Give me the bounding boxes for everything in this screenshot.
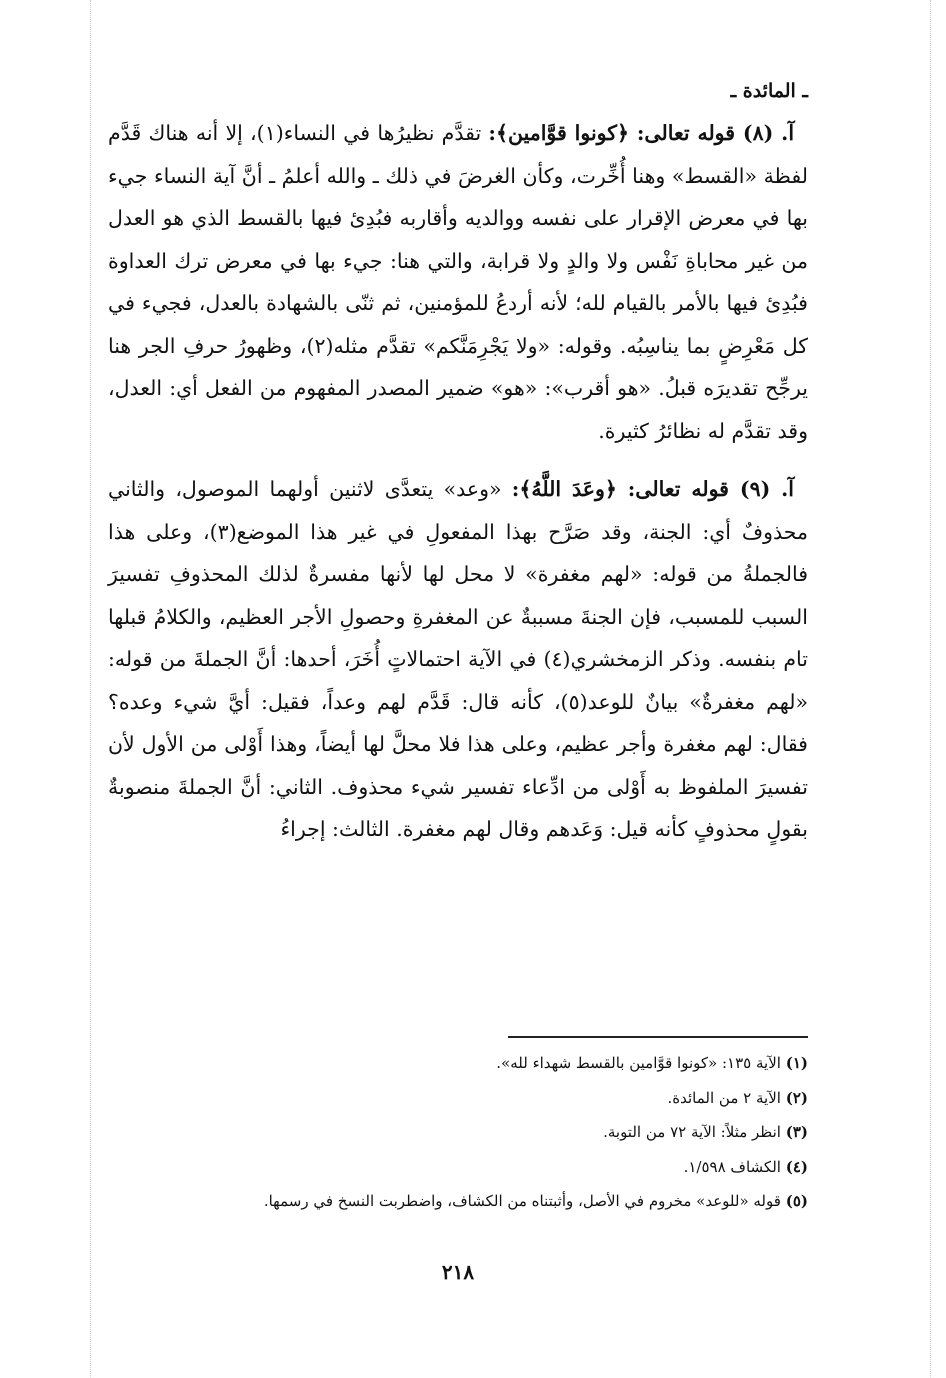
paragraph-text: تقدَّم نظيرُها في النساء(١)، إلا أنه هناك قَدَّم لفظة «القسط» وهنا أُخِّرت، وكأن الغرضَ في ذلك ـ والله أعلمُ ـ أنَّ آية النساء جيء بها في معرض الإقرار على نفسه ووالديه وأقاربه فبُدِئ فيها بالقسط الذي هو العدل من غير محاباةِ نَفْس ولا والدٍ ولا قرابة، والتي هنا: جيء بها في معرض ترك العداوة فبُدِئ فيها بالأمر بالقيام لله؛ لأنه أردعُ للمؤمنين، ثم ثنّى بالشهادة بالعدل، فجيء في كل مَعْرِضٍ بما يناسِبُه. وقوله: «ولا يَجْرِمَنَّكم» تقدَّم مثله(٢)، وظهورُ حرفِ الجر هنا يرجِّح تقديرَه قبلُ. «هو أقرب»: «هو» ضمير المصدر المفهوم من الفعل أي: العدل، وقد تقدَّم له نظائرُ كثيرة. <box>108 121 809 443</box>
footnote <box>108 1046 808 1081</box>
footnote-text: قوله «للوعد» مخروم في الأصل، وأثبتناه من الكشاف، واضطربت النسخ في رسمها. <box>263 1192 781 1210</box>
paragraph-verse-8 <box>108 112 808 452</box>
running-head: ـ المائدة ـ <box>730 80 808 102</box>
right-margin-dots <box>930 0 931 1378</box>
page-number: ٢١٨ <box>441 1260 475 1284</box>
footnote-text: انظر مثلاً: الآية ٧٢ من التوبة. <box>603 1123 781 1141</box>
footnotes <box>108 1046 808 1219</box>
footnote-separator <box>508 1036 808 1038</box>
body-text <box>108 112 808 851</box>
footnote-number: (٢) <box>785 1088 808 1107</box>
left-margin-dots <box>90 0 91 1378</box>
paragraph-text: «وعد» يتعدَّى لاثنين أولهما الموصول، والثاني محذوفٌ أي: الجنة، وقد صَرَّح بهذا المفعولِ في غير هذا الموضع(٣)، وعلى هذا فالجملةُ من قوله: «لهم مغفرة» لا محل لها لأنها مفسرةٌ لذلك المحذوفِ تفسيرَ السبب للمسبب، فإن الجنةَ مسببةٌ عن المغفرةِ وحصولِ الأجر العظيم، والكلامُ قبلها تام بنفسه. وذكر الزمخشري(٤) في الآية احتمالاتٍ أُخَرَ، أحدها: أنَّ الجملةَ من قوله: «لهم مغفرةٌ» بيانٌ للوعد(٥)، كأنه قال: قَدَّم لهم وعداً، فقيل: أيَّ شيء وعده؟ فقال: لهم مغفرة وأجر عظيم، وعلى هذا فلا محلَّ لها أيضاً، وهذا أَوْلى من الأول لأن تفسيرَ الملفوظ به أَوْلى من ادِّعاء تفسير شيء محذوف. الثاني: أنَّ الجملةَ منصوبةٌ بقولٍ محذوفٍ كأنه قيل: وَعَدهم وقال لهم مغفرة. الثالث: إجراءُ <box>108 477 808 841</box>
footnote-number: (٣) <box>785 1123 808 1141</box>
footnote <box>108 1150 808 1185</box>
verse-heading: آ. (٨) قوله تعالى: ﴿كونوا قوَّامين﴾: <box>488 121 795 145</box>
footnote <box>108 1115 808 1150</box>
footnote-number: (٥) <box>785 1192 808 1210</box>
footnote <box>108 1184 808 1219</box>
footnote-text: الآية ٢ من المائدة. <box>667 1088 781 1107</box>
footnote <box>108 1081 808 1116</box>
paragraph-verse-9 <box>108 468 808 851</box>
footnote-number: (١) <box>785 1054 808 1072</box>
verse-heading: آ. (٩) قوله تعالى: ﴿وعَدَ اللَّهُ﴾: <box>511 477 794 501</box>
footnote-text: الآية ١٣٥: «كونوا قوَّامين بالقسط شهداء لله». <box>496 1054 781 1072</box>
footnote-number: (٤) <box>785 1157 808 1176</box>
book-page <box>108 70 808 1310</box>
footnote-text: الكشاف ١/٥٩٨. <box>683 1157 781 1176</box>
